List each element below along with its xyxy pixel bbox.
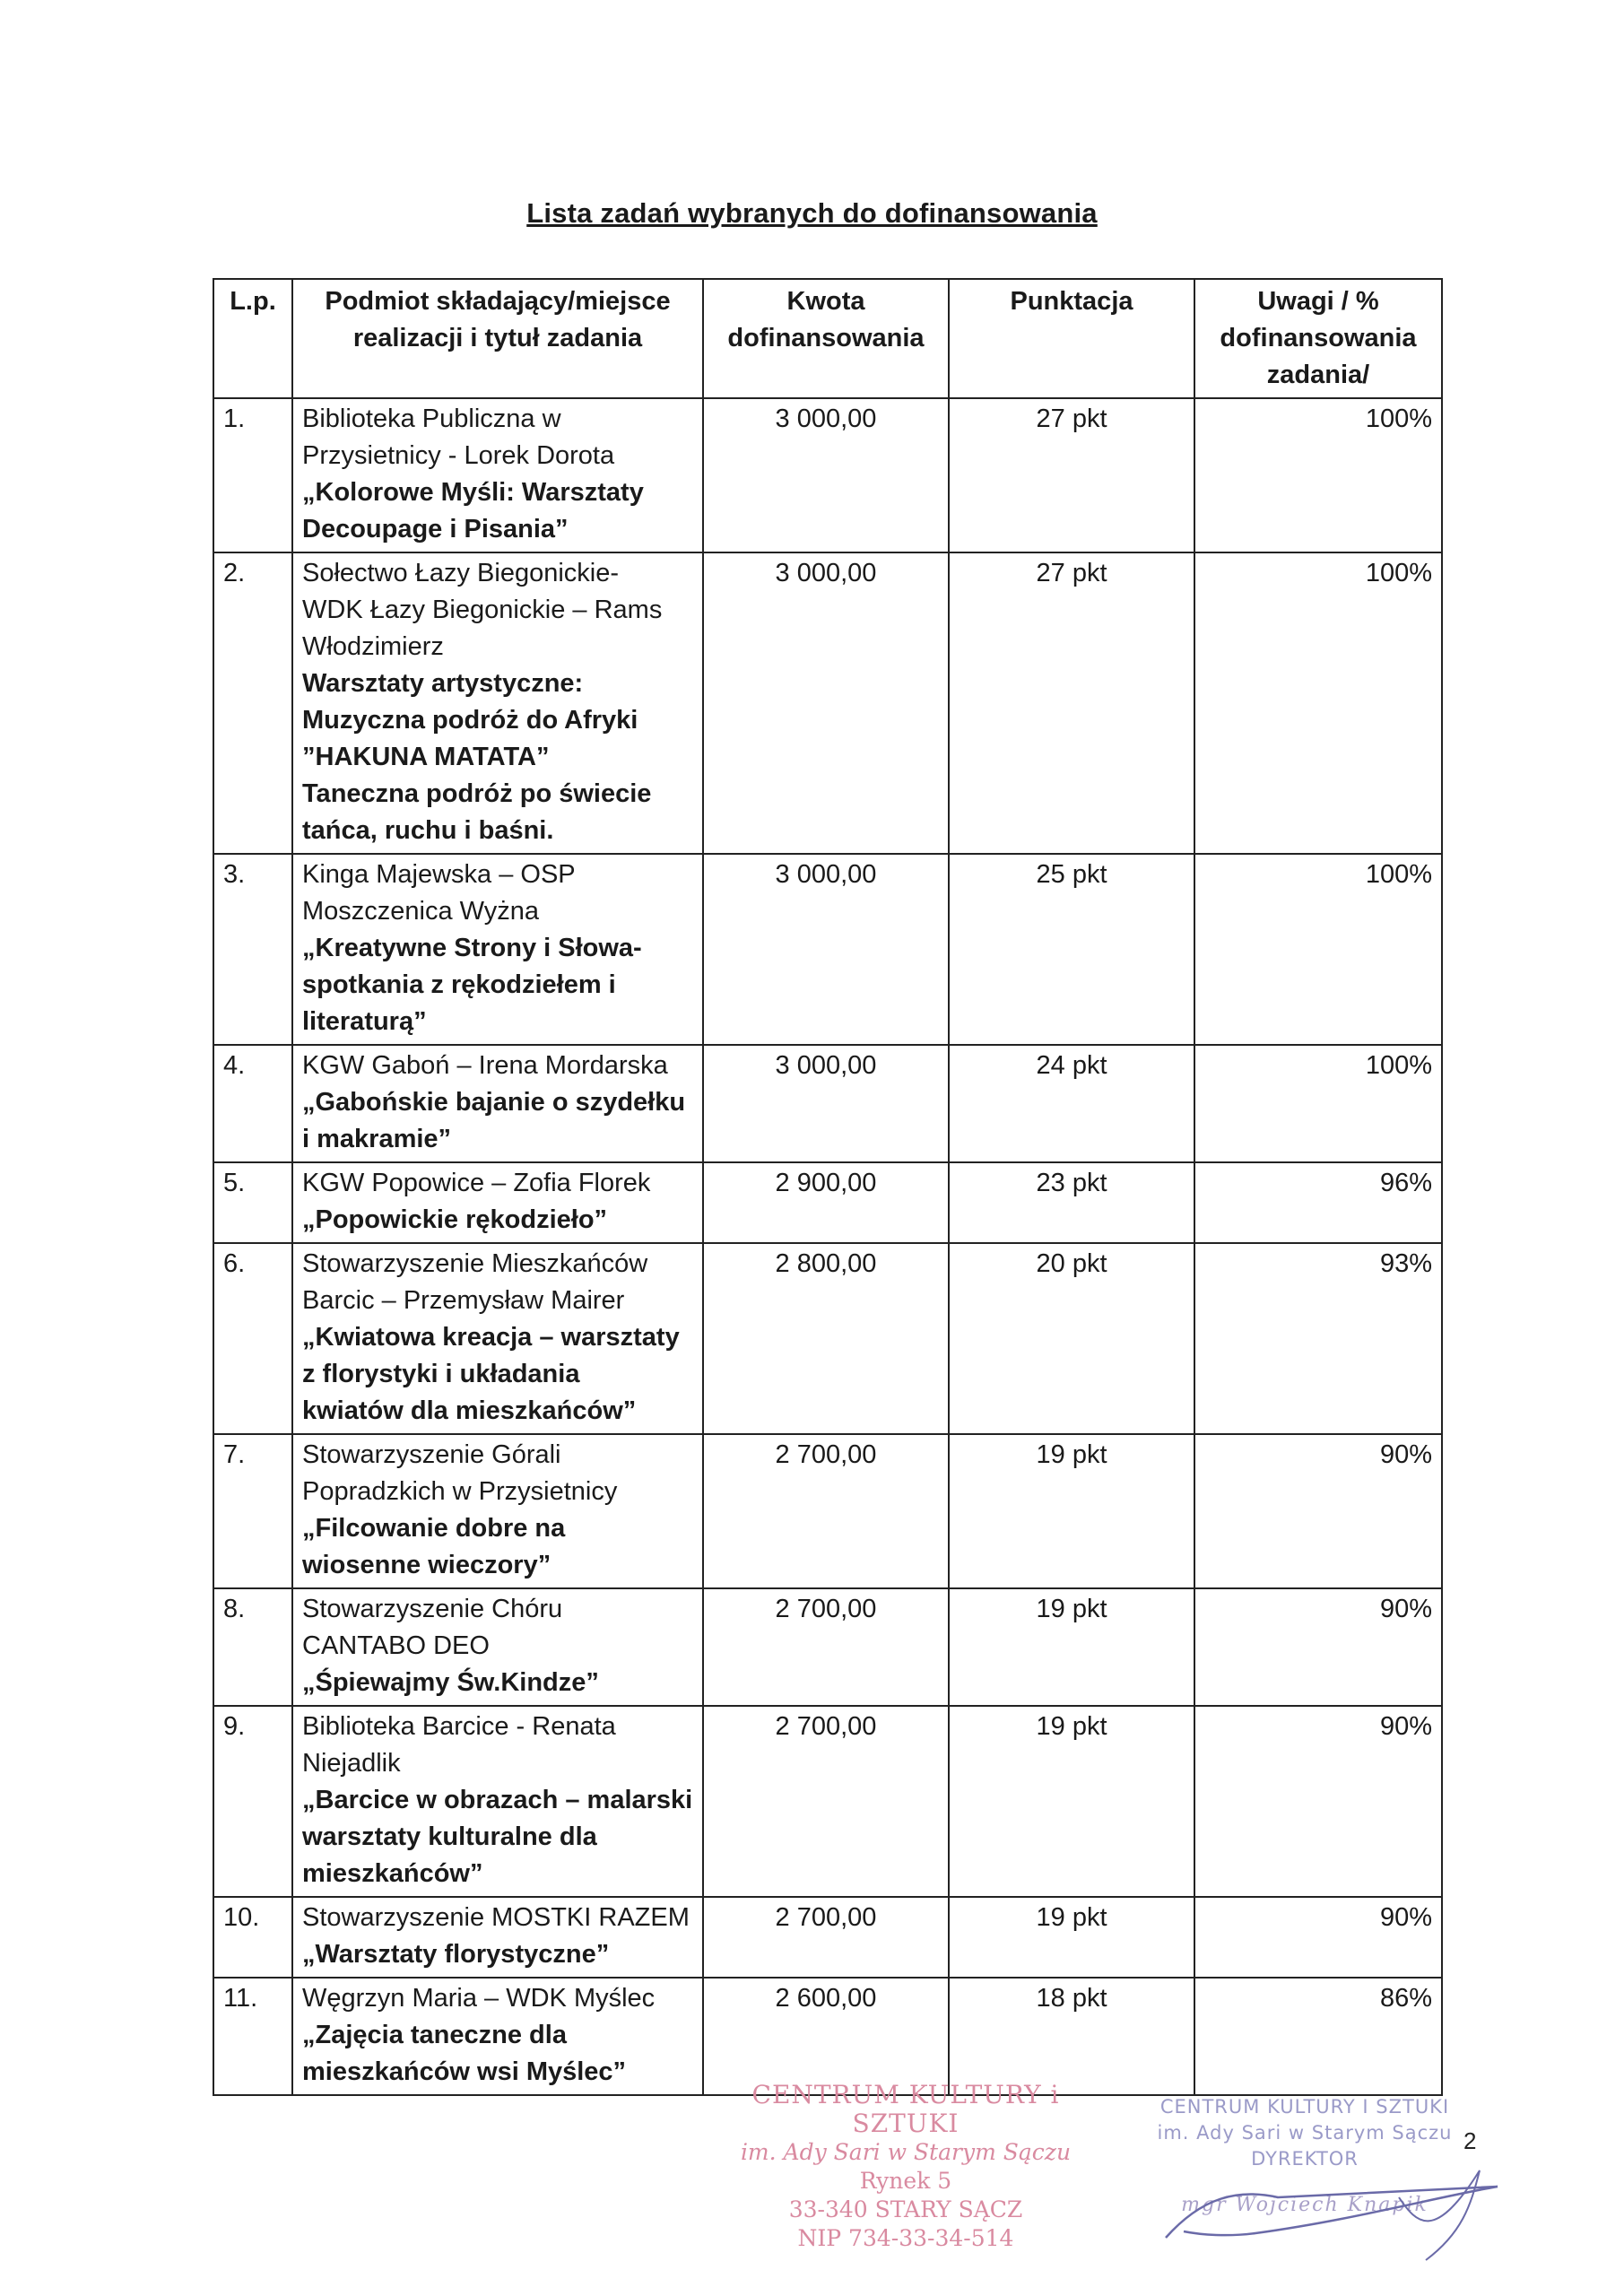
row-number: 7.	[213, 1434, 292, 1588]
task-title-line: „Kwiatowa kreacja – warsztaty	[302, 1323, 680, 1352]
task-title-line: Warsztaty artystyczne:	[302, 669, 584, 698]
funding-amount: 2 800,00	[703, 1243, 949, 1434]
page-number: 2	[1463, 2127, 1477, 2154]
task-title-line: i makramie”	[302, 1125, 452, 1153]
signature	[1130, 2135, 1507, 2269]
stamp-line: CENTRUM KULTURY I SZTUKI	[1159, 2096, 1450, 2118]
score: 27 pkt	[949, 552, 1194, 854]
row-number: 10.	[213, 1897, 292, 1978]
header-amount: Kwota dofinansowania	[703, 279, 949, 398]
entity-line: Przysietnicy - Lorek Dorota	[302, 441, 615, 470]
task-title-line: literaturą”	[302, 1007, 427, 1036]
entity-line: Kinga Majewska – OSP	[302, 860, 576, 889]
row-description	[292, 1588, 703, 1706]
header-lp: L.p.	[213, 279, 292, 398]
funding-amount: 2 700,00	[703, 1897, 949, 1978]
stamp-line: CENTRUM KULTURY i SZTUKI	[751, 2080, 1060, 2138]
task-title-line: tańca, ruchu i baśni.	[302, 816, 554, 845]
score: 20 pkt	[949, 1243, 1194, 1434]
score: 19 pkt	[949, 1897, 1194, 1978]
row-number: 2.	[213, 552, 292, 854]
entity-line: Węgrzyn Maria – WDK Myślec	[302, 1984, 656, 2013]
row-number: 5.	[213, 1162, 292, 1243]
entity-line: Biblioteka Publiczna w	[302, 404, 561, 433]
funding-amount: 2 600,00	[703, 1978, 949, 2095]
row-description	[292, 1243, 703, 1434]
task-title-line: Taneczna podróż po świecie	[302, 779, 652, 808]
score: 24 pkt	[949, 1045, 1194, 1162]
funding-amount: 3 000,00	[703, 552, 949, 854]
row-description	[292, 1162, 703, 1243]
task-title-line: „Śpiewajmy Św.Kindze”	[302, 1668, 599, 1697]
funding-percent: 90%	[1194, 1588, 1442, 1706]
score: 25 pkt	[949, 854, 1194, 1045]
entity-line: Sołectwo Łazy Biegonickie-	[302, 559, 620, 587]
task-title-line: z florystyki i układania	[302, 1360, 580, 1388]
task-title-line: ”HAKUNA MATATA”	[302, 743, 550, 771]
funding-table	[213, 278, 1443, 2096]
task-title-line: spotkania z rękodziełem i	[302, 970, 616, 999]
entity-line: Biblioteka Barcice - Renata	[302, 1712, 616, 1741]
row-description	[292, 398, 703, 552]
entity-line: WDK Łazy Biegonickie – Rams	[302, 596, 663, 624]
table-row	[213, 1434, 1442, 1588]
task-title-line: „Kreatywne Strony i Słowa-	[302, 934, 642, 962]
task-title-line: „Kolorowe Myśli: Warsztaty	[302, 478, 644, 507]
table-row	[213, 854, 1442, 1045]
funding-amount: 2 700,00	[703, 1588, 949, 1706]
row-description	[292, 854, 703, 1045]
task-title-line: warsztaty kulturalne dla	[302, 1822, 597, 1851]
score: 18 pkt	[949, 1978, 1194, 2095]
funding-amount: 3 000,00	[703, 398, 949, 552]
row-number: 11.	[213, 1978, 292, 2095]
task-title-line: mieszkańców wsi Myślec”	[302, 2057, 627, 2086]
funding-amount: 3 000,00	[703, 1045, 949, 1162]
table-row	[213, 1243, 1442, 1434]
task-title-line: Muzyczna podróż do Afryki	[302, 706, 638, 735]
entity-line: Włodzimierz	[302, 632, 444, 661]
document-title: Lista zadań wybranych do dofinansowania	[526, 197, 1098, 229]
task-title-line: kwiatów dla mieszkańców”	[302, 1396, 637, 1425]
stamp-line: DYREKTOR	[1251, 2148, 1359, 2170]
row-description	[292, 1978, 703, 2095]
funding-percent: 100%	[1194, 552, 1442, 854]
funding-amount: 2 700,00	[703, 1706, 949, 1897]
row-number: 6.	[213, 1243, 292, 1434]
row-description	[292, 1045, 703, 1162]
funding-percent: 93%	[1194, 1243, 1442, 1434]
funding-percent: 86%	[1194, 1978, 1442, 2095]
header-points: Punktacja	[949, 279, 1194, 398]
entity-line: Stowarzyszenie Mieszkańców	[302, 1249, 648, 1278]
task-title-line: wiosenne wieczory”	[302, 1551, 551, 1579]
stamp-line: 33-340 STARY SĄCZ	[788, 2196, 1023, 2222]
table-row	[213, 1978, 1442, 2095]
task-title-line: „Zajęcia taneczne dla	[302, 2021, 567, 2049]
row-description	[292, 1434, 703, 1588]
score: 19 pkt	[949, 1706, 1194, 1897]
score: 19 pkt	[949, 1588, 1194, 1706]
funding-percent: 90%	[1194, 1706, 1442, 1897]
row-number: 9.	[213, 1706, 292, 1897]
task-title-line: „Warsztaty florystyczne”	[302, 1940, 610, 1969]
funding-percent: 90%	[1194, 1897, 1442, 1978]
score: 23 pkt	[949, 1162, 1194, 1243]
institution-stamp	[708, 2081, 1103, 2253]
row-number: 4.	[213, 1045, 292, 1162]
entity-line: Stowarzyszenie Chóru	[302, 1595, 563, 1623]
row-description	[292, 552, 703, 854]
entity-line: Popradzkich w Przysietnicy	[302, 1477, 618, 1506]
funding-percent: 90%	[1194, 1434, 1442, 1588]
table-row	[213, 1162, 1442, 1243]
task-title-line: „Barcice w obrazach – malarski	[302, 1786, 693, 1814]
entity-line: Barcic – Przemysław Mairer	[302, 1286, 625, 1315]
score: 27 pkt	[949, 398, 1194, 552]
funding-percent: 100%	[1194, 1045, 1442, 1162]
entity-line: CANTABO DEO	[302, 1631, 490, 1660]
funding-percent: 100%	[1194, 854, 1442, 1045]
table-row	[213, 1897, 1442, 1978]
entity-line: KGW Gaboń – Irena Mordarska	[302, 1051, 668, 1080]
entity-line: Moszczenica Wyżna	[302, 897, 540, 926]
funding-amount: 2 900,00	[703, 1162, 949, 1243]
task-title-line: „Popowickie rękodzieło”	[302, 1205, 608, 1234]
entity-line: KGW Popowice – Zofia Florek	[302, 1169, 651, 1197]
header-notes: Uwagi / % dofinansowania zadania/	[1194, 279, 1442, 398]
entity-line: Stowarzyszenie MOSTKI RAZEM	[302, 1903, 690, 1932]
table-row	[213, 1588, 1442, 1706]
stamp-line: im. Ady Sari w Starym Sączu	[740, 2139, 1072, 2165]
table-row	[213, 1706, 1442, 1897]
funding-amount: 3 000,00	[703, 854, 949, 1045]
row-number: 3.	[213, 854, 292, 1045]
table-row	[213, 1045, 1442, 1162]
funding-amount: 2 700,00	[703, 1434, 949, 1588]
table-row	[213, 398, 1442, 552]
task-title-line: „Gabońskie bajanie o szydełku	[302, 1088, 686, 1117]
row-number: 8.	[213, 1588, 292, 1706]
stamp-line: im. Ady Sari w Starym Sączu	[1157, 2122, 1453, 2144]
task-title-line: „Filcowanie dobre na	[302, 1514, 566, 1543]
task-title-line: mieszkańców”	[302, 1859, 483, 1888]
task-title-line: Decoupage i Pisania”	[302, 515, 569, 544]
entity-line: Stowarzyszenie Górali	[302, 1440, 561, 1469]
row-description	[292, 1706, 703, 1897]
stamp-line: mgr Wojciech Knapik	[1181, 2194, 1429, 2216]
row-description	[292, 1897, 703, 1978]
entity-line: Niejadlik	[302, 1749, 401, 1778]
stamp-line: NIP 734-33-34-514	[797, 2225, 1014, 2251]
score: 19 pkt	[949, 1434, 1194, 1588]
table-row	[213, 552, 1442, 854]
table-header-row	[213, 279, 1442, 398]
row-number: 1.	[213, 398, 292, 552]
header-entity: Podmiot składający/miejsce realizacji i tytuł zadania	[292, 279, 703, 398]
stamp-line: Rynek 5	[859, 2168, 952, 2194]
funding-percent: 100%	[1194, 398, 1442, 552]
funding-percent: 96%	[1194, 1162, 1442, 1243]
